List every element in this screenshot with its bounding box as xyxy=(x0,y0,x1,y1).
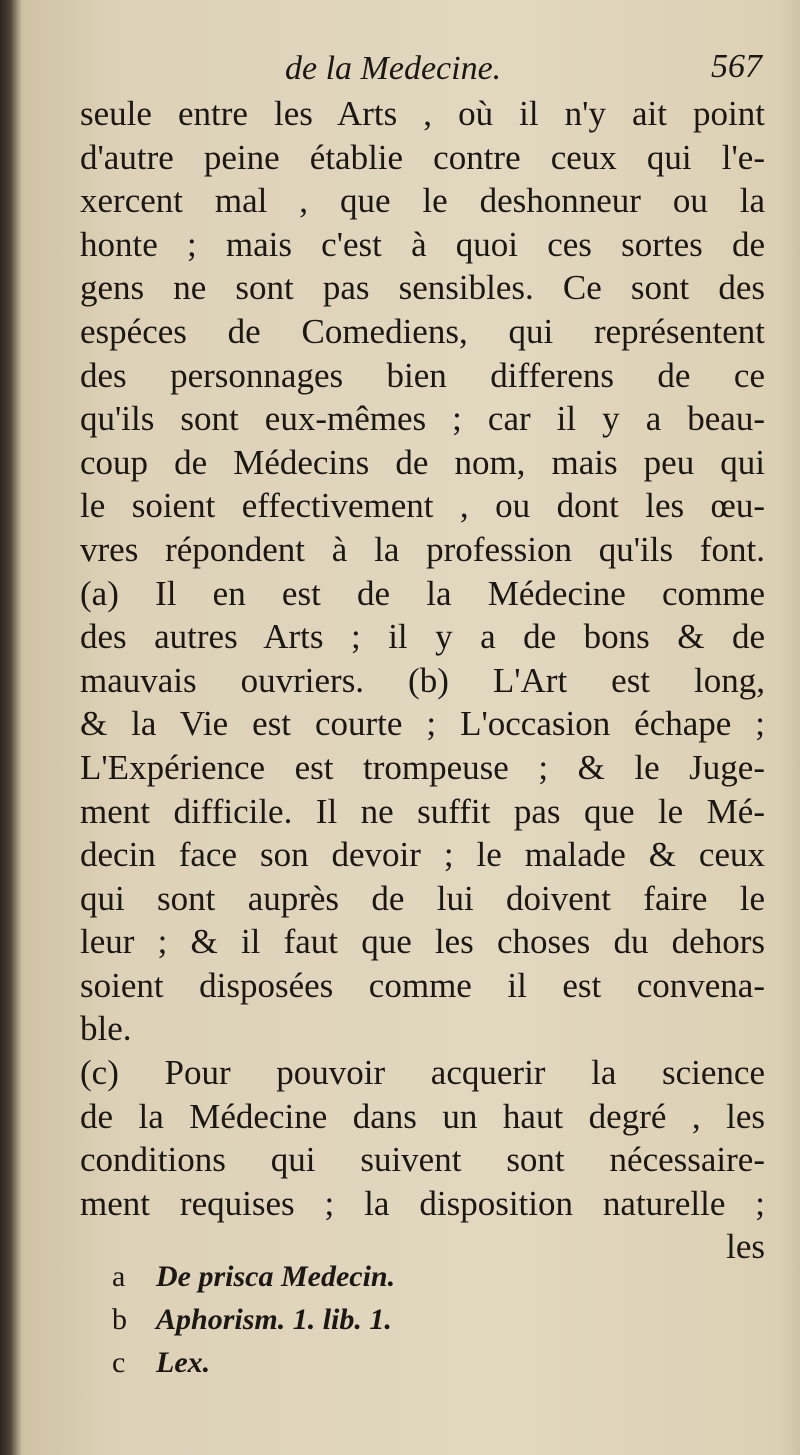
footnote xyxy=(112,1298,395,1341)
footnote-reference: Lex. xyxy=(156,1346,211,1379)
catchword: les xyxy=(726,1227,765,1267)
footnote xyxy=(112,1255,395,1298)
page-number: 567 xyxy=(711,48,762,85)
text-line: decin face son devoir ; le malade & ceux xyxy=(80,835,765,875)
text-line: gens ne sont pas sensibles. Ce sont des xyxy=(80,268,765,308)
text-line: (a) Il en est de la Médecine comme xyxy=(80,573,765,613)
text-line: xercent mal , que le deshonneur ou la xyxy=(80,181,765,221)
text-line: (c) Pour pouvoir acquerir la science xyxy=(80,1053,765,1093)
text-line: ment requises ; la disposition naturelle ; xyxy=(80,1183,765,1223)
text-line: mauvais ouvriers. (b) L'Art est long, xyxy=(80,660,765,700)
text-line: des personnages bien differens de ce xyxy=(80,355,765,395)
footnote-reference: Aphorism. 1. lib. 1. xyxy=(156,1303,392,1336)
text-line: honte ; mais c'est à quoi ces sortes de xyxy=(80,224,765,264)
text-line: vres répondent à la profession qu'ils font. xyxy=(80,529,765,569)
text-line: qu'ils sont eux-mêmes ; car il y a beau- xyxy=(80,399,765,439)
text-line: ment difficile. Il ne suffit pas que le Mé- xyxy=(80,791,765,831)
text-line: leur ; & il faut que les choses du dehors xyxy=(80,922,765,962)
page-header xyxy=(80,46,762,86)
footnotes xyxy=(112,1255,395,1384)
text-line: ble. xyxy=(80,1009,132,1049)
footnote-mark: c xyxy=(112,1346,126,1379)
text-line: & la Vie est courte ; L'occasion échape ; xyxy=(80,704,765,744)
text-line: coup de Médecins de nom, mais peu qui xyxy=(80,442,765,482)
text-line: espéces de Comediens, qui représentent xyxy=(80,311,765,351)
footnote-mark: b xyxy=(112,1303,127,1336)
text-line: L'Expérience est trompeuse ; & le Juge- xyxy=(80,747,765,787)
running-title: de la Medecine. xyxy=(285,50,502,87)
footnote-mark: a xyxy=(112,1260,126,1293)
text-line: soient disposées comme il est convena- xyxy=(80,965,765,1005)
text-line: le soient effectivement , ou dont les œu- xyxy=(80,486,765,526)
text-line: de la Médecine dans un haut degré , les xyxy=(80,1096,765,1136)
text-line: conditions qui suivent sont nécessaire- xyxy=(80,1140,765,1180)
body-text xyxy=(80,92,765,1269)
footnote-reference: De prisca Medecin. xyxy=(156,1260,396,1293)
text-line: seule entre les Arts , où il n'y ait point xyxy=(80,94,765,133)
text-line: qui sont auprès de lui doivent faire le xyxy=(80,878,765,918)
footnote xyxy=(112,1341,395,1384)
text-line: des autres Arts ; il y a de bons & de xyxy=(80,617,765,657)
text-line: d'autre peine établie contre ceux qui l'e- xyxy=(80,137,765,177)
